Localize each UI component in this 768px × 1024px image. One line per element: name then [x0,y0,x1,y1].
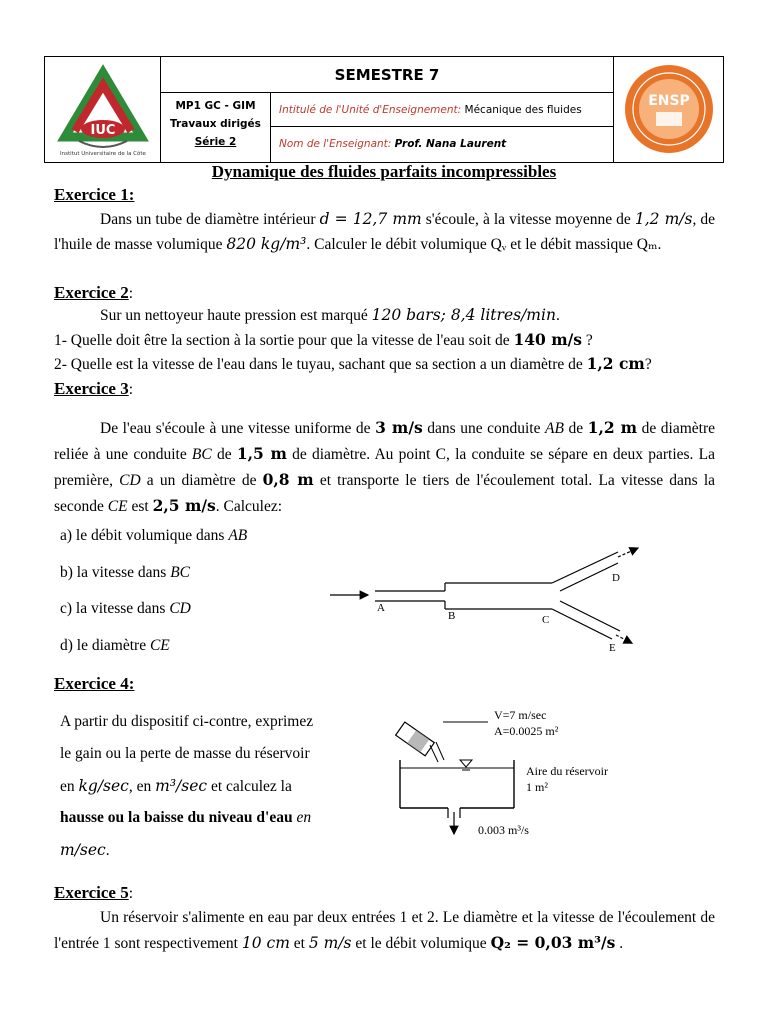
ex4-l3-text-3: et calculez la [207,778,292,795]
ex3-math-2: 1,2 m [587,418,638,437]
velocity-label: V=7 m/sec [494,708,547,722]
ensp-logo-text: ENSP [648,93,690,109]
iuc-logo-text: IUC [90,123,116,138]
ex4-l3-math-1: kg/sec [78,777,129,795]
ex4-l4-bold: hausse ou la baisse du niveau d'eau [60,809,293,826]
ex3-text-9: est [127,498,153,515]
ex1-math-velocity: 1,2 m/s [634,210,693,228]
header-table [44,56,724,163]
ex3-item-a-text: a) le débit volumique dans [60,527,229,544]
ex2-heading-colon: : [128,285,134,302]
ex3-text-6: de diamètre. Au point C, la conduite se sépare en deux parties. La première, [54,446,715,489]
outflow-label: 0.003 m³/s [478,823,529,837]
ex3-ital-ab: AB [545,420,564,437]
teacher-cell [271,127,613,162]
iuc-logo [45,57,161,162]
ex3-item-c-text: c) la vitesse dans [60,600,170,617]
ex5-math-3: Q₂ = 0,03 m³/s [490,933,616,952]
ex2-heading-label: Exercice 2 [54,283,129,302]
ex3-item-d [60,634,170,658]
ex5-text-3: et le débit volumique [351,935,491,952]
ex4-l3-text-2: , en [128,778,156,795]
ex1-math-diameter: d = 12,7 mm [319,210,422,228]
label-e: E [609,642,616,654]
ex5-heading-colon: : [128,885,134,902]
exercise-3-heading [54,377,133,402]
ex2-q1-end: ? [582,332,593,349]
course-info [161,93,271,162]
ex1-text-2: s'écoule, à la vitesse moyenne de [421,211,635,228]
ex4-line-4 [60,806,360,830]
ex4-line-3 [60,774,360,799]
ex2-q2-text: 2- Quelle est la vitesse de l'eau dans le tuyau, sachant que sa section a un diamètre de [54,356,587,373]
ex3-math-5: 2,5 m/s [152,496,216,515]
label-c: C [542,614,550,626]
exercise-5-text [54,905,715,956]
ex3-text-1: De l'eau s'écoule à une vitesse uniforme de [100,420,376,437]
ex4-l5-end: . [105,842,110,859]
ex5-text-2: et [289,935,309,952]
ex3-text-3: de [563,420,588,437]
ex4-l5-math: m/sec [60,841,106,859]
ue-value: Mécanique des fluides [464,104,582,116]
ex3-item-c [60,597,191,621]
ex4-line-2: le gain ou la perte de masse du réservoir [60,745,310,762]
ex2-q2-math: 1,2 cm [586,354,645,373]
ex3-item-b-ital: BC [170,564,191,581]
ex4-line-1: A partir du dispositif ci-contre, exprimez [60,713,314,730]
exercise-5-heading [54,881,133,906]
ex3-text-5: de [211,446,237,463]
teacher-label: Nom de l'Enseignant: [279,138,392,150]
exercise-2-intro [100,303,560,328]
label-a: A [377,602,385,614]
ex5-heading-label: Exercice 5 [54,883,129,902]
course-line-2: Travaux dirigés [170,118,261,130]
page-title: Dynamique des fluides parfaits incompressibles [211,162,557,181]
ex3-text-4: de diamètre reliée à une conduite [54,420,715,463]
ex3-heading-colon: : [128,381,134,398]
ex3-item-b [60,561,190,585]
ex3-ital-cd: CD [119,472,141,489]
ex5-math-1: 10 cm [241,934,290,952]
ex2-q1-math: 140 m/s [513,330,583,349]
ex3-text-7: a un diamètre de [140,472,263,489]
tank-diagram [388,700,688,850]
ex3-ital-ce: CE [107,498,128,515]
ex3-item-a [60,524,247,548]
ex4-l4-ital: en [292,809,312,826]
pipe-diagram [320,535,660,660]
course-line-3: Série 2 [194,136,237,148]
ue-label: Intitulé de l'Unité d'Enseignement: [279,104,462,116]
ex5-text-4: . [615,935,624,952]
exercise-2-q2 [54,352,652,377]
ex2-q2-end: ? [644,356,652,373]
iuc-logo-ring-text: Institut Universitaire de la Côte [60,151,146,157]
ex4-l3-text-1: en [60,778,79,795]
ex3-item-d-ital: CE [149,637,170,654]
ex3-item-c-ital: CD [169,600,191,617]
semester-title: SEMESTRE 7 [161,57,613,93]
exercise-1-text [54,207,715,257]
ex5-text-1: Un réservoir s'alimente en eau par deux entrées 1 et 2. Le diamètre et la vitesse de l'écoulement de l'entrée 1 sont respectivement [54,909,715,952]
exercise-3-text [54,415,715,519]
ue-cell [271,93,613,127]
ex3-math-1: 3 m/s [375,418,423,437]
ex3-text-2: dans une conduite [422,420,546,437]
ex3-math-3: 1,5 m [236,444,287,463]
exercise-2-q1 [54,328,593,353]
exercise-1-heading: Exercice 1: [54,185,135,204]
ex1-math-density: 820 kg/m³ [226,235,307,253]
ex4-l3-math-2: m³/sec [155,777,208,795]
area-label: A=0.0025 m² [494,724,559,738]
ex3-text-10: . Calculez: [215,498,283,515]
ex2-intro-end: . [555,307,560,324]
ex3-math-4: 0,8 m [262,470,314,489]
ensp-logo [613,57,723,162]
ex3-text-8: et transporte le tiers de l'écoulement total. La vitesse dans la seconde [54,472,716,515]
inlet-nozzle [396,722,435,756]
label-b: B [448,610,456,622]
tank-area-label: Aire du réservoir [526,764,608,778]
tank-area-value: 1 m² [526,780,548,794]
ex2-math-spec: 120 bars; 8,4 litres/min [371,306,556,324]
exercise-4-heading: Exercice 4: [54,674,135,693]
ex1-text-3: , de l'huile de masse volumique [54,211,715,253]
ex5-math-2: 5 m/s [308,934,352,952]
ex2-q1-text: 1- Quelle doit être la section à la sortie pour que la vitesse de l'eau soit de [54,332,514,349]
ex3-ital-bc: BC [191,446,212,463]
course-line-1: MP1 GC - GIM [175,100,256,112]
ex2-intro-text: Sur un nettoyeur haute pression est marqué [100,307,372,324]
ex3-item-d-text: d) le diamètre [60,637,150,654]
teacher-value: Prof. Nana Laurent [394,138,507,150]
ex1-text-1: Dans un tube de diamètre intérieur [100,211,320,228]
ex4-line-5 [60,838,110,863]
ex3-item-b-text: b) la vitesse dans [60,564,171,581]
ex3-item-a-ital: AB [228,527,248,544]
label-d: D [612,572,620,584]
ex3-heading-label: Exercice 3 [54,379,129,398]
ex1-text-4: . Calculer le débit volumique Qᵥ et le débit massique Qₘ. [306,236,662,253]
